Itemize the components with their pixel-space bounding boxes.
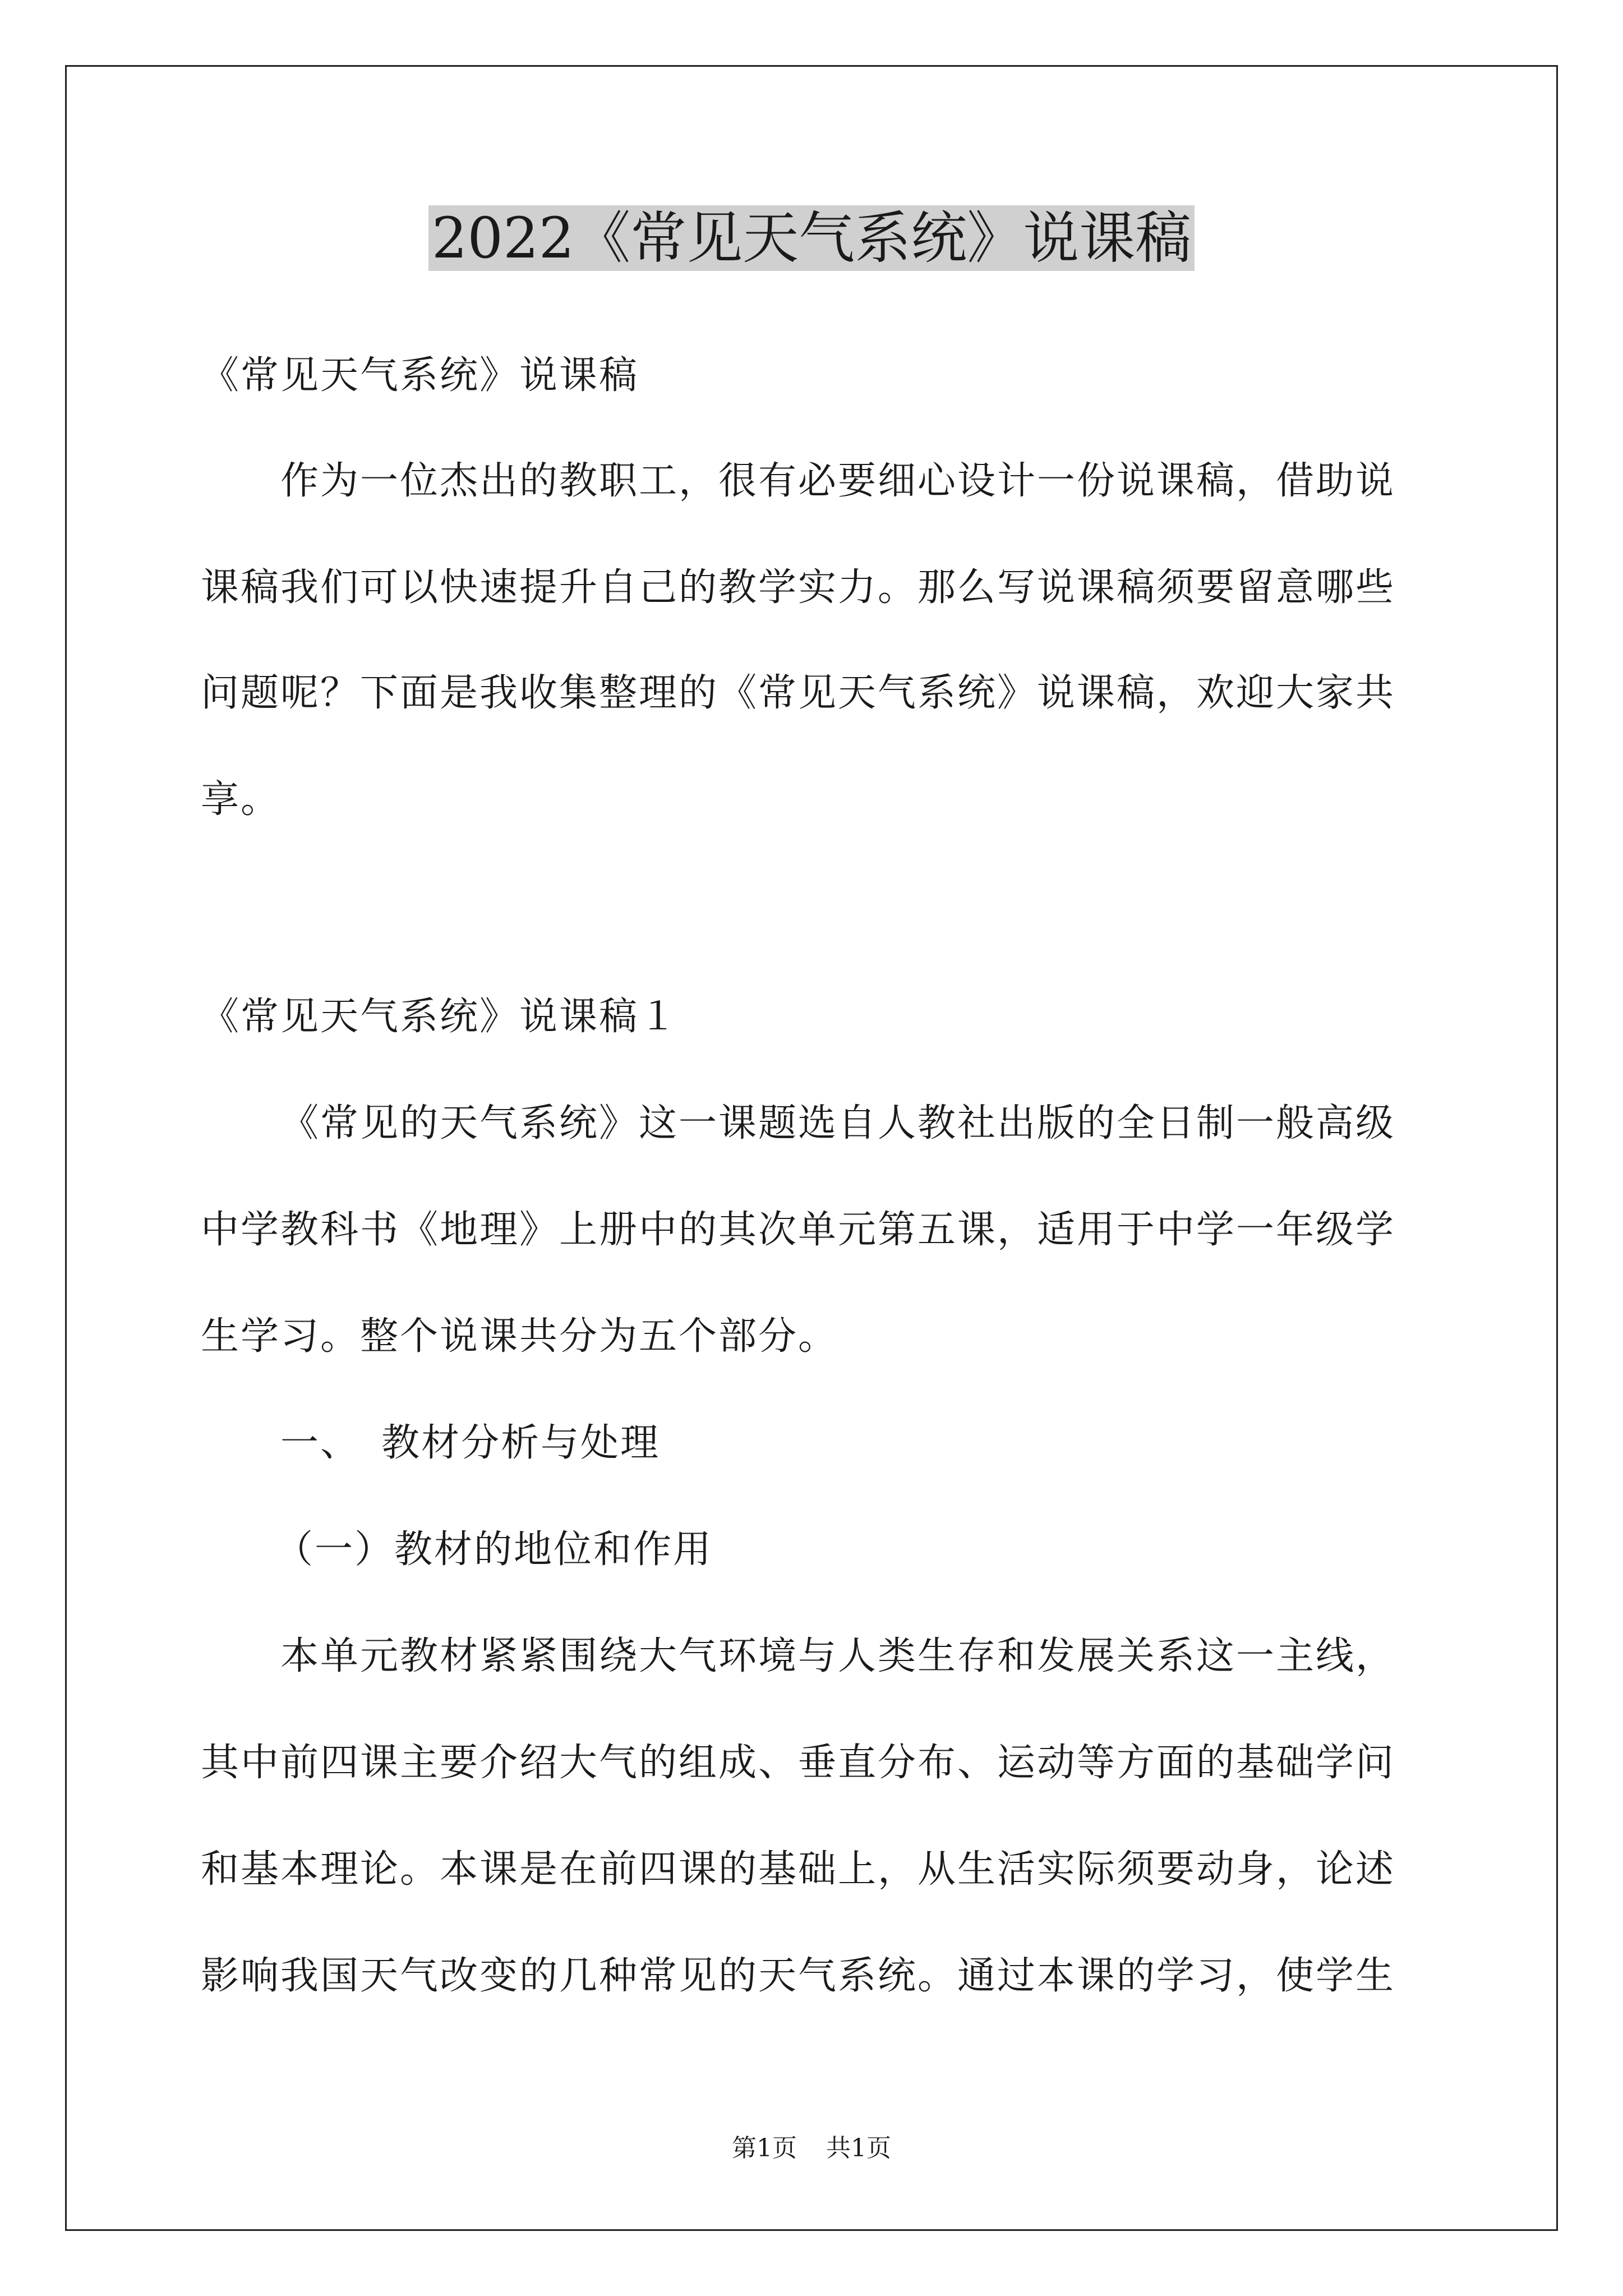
paragraph-line: 生学习。整个说课共分为五个部分。 (201, 1314, 838, 1359)
paragraph-line: 课稿我们可以快速提升自己的教学实力。那么写说课稿须要留意哪些 (201, 565, 1396, 610)
title-text: 2022《常见天气系统》说课稿 (428, 205, 1195, 271)
paragraph-line: 其中前四课主要介绍大气的组成、垂直分布、运动等方面的基础学问 (201, 1741, 1396, 1785)
paragraph-line: 影响我国天气改变的几种常见的天气系统。通过本课的学习，使学生 (201, 1954, 1396, 1998)
page-number: 第1页 (732, 2134, 797, 2162)
paragraph-line: 中学教科书《地理》上册中的其次单元第五课，适用于中学一年级学 (201, 1208, 1396, 1252)
outline-heading: 教材分析与处理 (381, 1421, 661, 1465)
outline-subheading: （一）教材的地位和作用 (275, 1527, 713, 1572)
page-total: 共1页 (826, 2134, 891, 2162)
paragraph-line: 本单元教材紧紧围绕大气环境与人类生存和发展关系这一主线， (280, 1634, 1396, 1678)
paragraph-line: 和基本理论。本课是在前四课的基础上，从生活实际须要动身，论述 (201, 1847, 1396, 1892)
page-footer (0, 2132, 1623, 2165)
paragraph-line: 作为一位杰出的教职工，很有必要细心设计一份说课稿，借助说 (280, 459, 1396, 503)
subtitle-line: 《常见天气系统》说课稿 (201, 353, 639, 398)
paragraph-line: 问题呢？下面是我收集整理的《常见天气系统》说课稿，欢迎大家共 (201, 671, 1396, 715)
section-heading: 《常见天气系统》说课稿１ (201, 995, 679, 1039)
document-title (0, 199, 1623, 278)
paragraph-line: 享。 (201, 777, 281, 822)
outline-number: 一、 (280, 1421, 361, 1465)
paragraph-line: 《常见的天气系统》这一课题选自人教社出版的全日制一般高级 (280, 1101, 1396, 1145)
